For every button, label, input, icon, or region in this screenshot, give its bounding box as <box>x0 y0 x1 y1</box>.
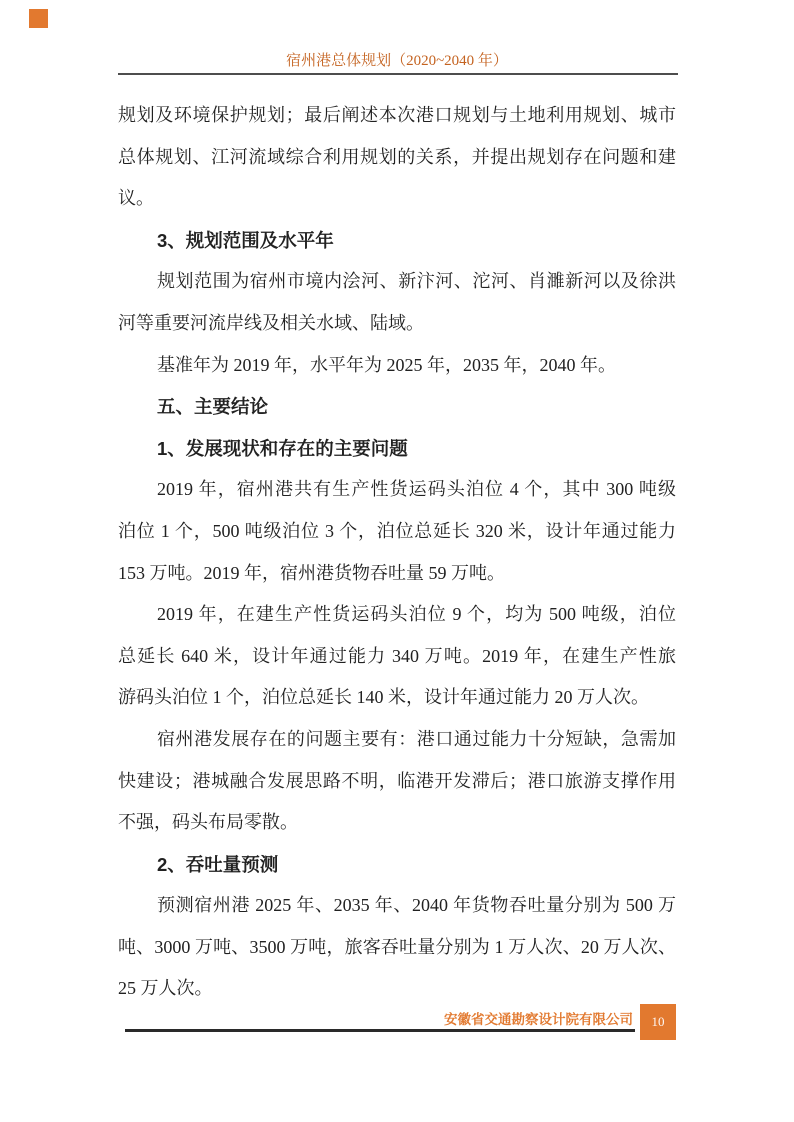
footer-rule <box>125 1029 635 1032</box>
body-line: 规划范围为宿州市境内浍河、新汴河、沱河、肖濉新河以及徐洪 <box>157 271 676 292</box>
body-line: 总体规划、江河流域综合利用规划的关系，并提出规划存在问题和建 <box>118 146 676 167</box>
body-line: 基准年为 2019 年，水平年为 2025 年，2035 年，2040 年。 <box>157 354 616 375</box>
body-line: 2019 年，宿州港共有生产性货运码头泊位 4 个，其中 300 吨级 <box>157 479 676 500</box>
body-line: 议。 <box>118 188 154 209</box>
page-number-badge <box>640 1004 676 1040</box>
body-line: 宿州港发展存在的问题主要有：港口通过能力十分短缺，急需加 <box>157 728 676 749</box>
body-line: 吨、3000 万吨、3500 万吨，旅客吞吐量分别为 1 万人次、20 万人次、 <box>118 936 676 957</box>
document-body <box>118 95 676 1010</box>
footer-company-name: 安徽省交通勘察设计院有限公司 <box>444 1012 633 1027</box>
body-line: 预测宿州港 2025 年、2035 年、2040 年货物吞吐量分别为 500 万 <box>157 895 676 916</box>
heading-line: 2、吞吐量预测 <box>157 853 279 875</box>
body-line: 25 万人次。 <box>118 978 213 999</box>
body-line: 规划及环境保护规划；最后阐述本次港口规划与土地利用规划、城市 <box>118 105 676 125</box>
heading-line: 1、发展现状和存在的主要问题 <box>157 437 408 459</box>
body-line: 快建设；港城融合发展思路不明，临港开发滞后；港口旅游支撑作用 <box>118 770 676 791</box>
heading-line: 五、主要结论 <box>157 396 269 418</box>
body-line: 泊位 1 个，500 吨级泊位 3 个，泊位总延长 320 米，设计年通过能力 <box>118 520 676 541</box>
body-line: 河等重要河流岸线及相关水域、陆域。 <box>118 312 424 333</box>
body-line: 不强，码头布局零散。 <box>118 812 298 833</box>
body-line: 153 万吨。2019 年，宿州港货物吞吐量 59 万吨。 <box>118 562 505 583</box>
page-number: 10 <box>651 1014 665 1029</box>
body-line: 2019 年，在建生产性货运码头泊位 9 个，均为 500 吨级，泊位 <box>157 604 676 625</box>
heading-line: 3、规划范围及水平年 <box>157 229 334 251</box>
body-line: 总延长 640 米，设计年通过能力 340 万吨。2019 年，在建生产性旅 <box>118 645 676 666</box>
orange-corner-mark <box>29 9 48 28</box>
header-title: 宿州港总体规划（2020~2040 年） <box>286 53 508 69</box>
body-line: 游码头泊位 1 个，泊位总延长 140 米，设计年通过能力 20 万人次。 <box>118 687 649 708</box>
header-rule <box>118 73 678 75</box>
